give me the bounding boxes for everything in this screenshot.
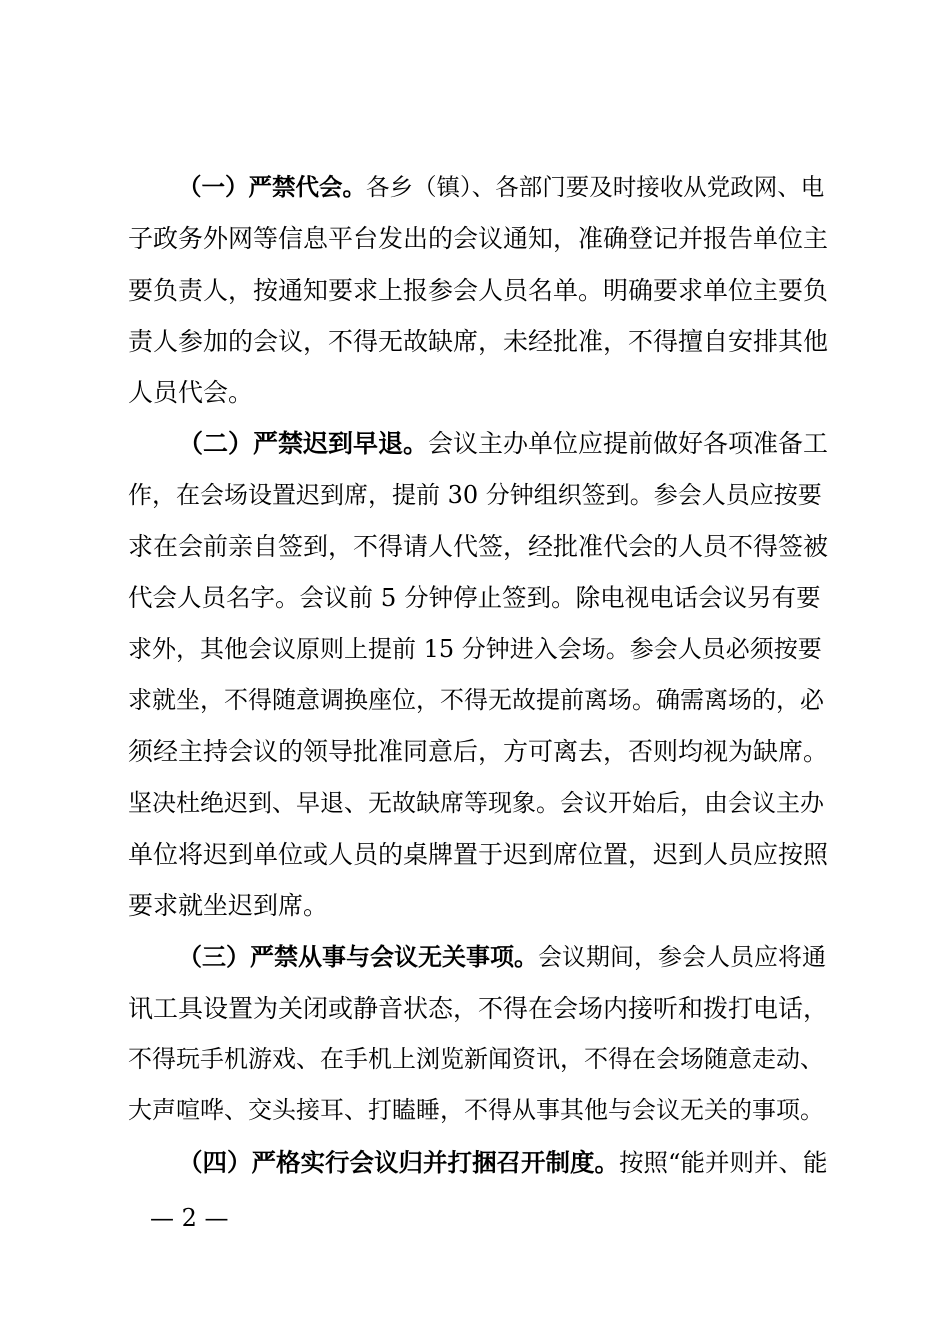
document-body bbox=[128, 162, 830, 1188]
paragraph-heading: （三）严禁从事与会议无关事项。 bbox=[178, 942, 538, 972]
paragraph-2 bbox=[128, 418, 830, 931]
text-run: 会议主办单位应提前做好各项准备工 bbox=[428, 429, 829, 459]
text-line: 讯工具设置为关闭或静音状态，不得在会场内接听和拨打电话， bbox=[128, 993, 829, 1023]
text-line: 求就坐，不得随意调换座位，不得无故提前离场。确需离场的，必 bbox=[128, 685, 824, 714]
text-line bbox=[128, 931, 830, 982]
text-line: 责人参加的会议，不得无故缺席，未经批准，不得擅自安排其他 bbox=[128, 326, 829, 356]
text-line: 不得玩手机游戏、在手机上浏览新闻资讯，不得在会场随意走动、 bbox=[128, 1045, 824, 1074]
text-line bbox=[128, 1137, 830, 1188]
text-line: 子政务外网等信息平台发出的会议通知，准确登记并报告单位主 bbox=[128, 224, 829, 254]
text-line: 代会人员名字。会议前 5 分钟停止签到。除电视电话会议另有要 bbox=[128, 583, 821, 613]
paragraph-heading: （四）严格实行会议归并打捆召开制度。 bbox=[178, 1147, 619, 1177]
paragraph-3 bbox=[128, 931, 830, 1136]
text-line: 要求就坐迟到席。 bbox=[128, 891, 329, 921]
paragraph-heading: （一）严禁代会。 bbox=[178, 173, 366, 201]
text-line: 单位将迟到单位或人员的桌牌置于迟到席位置，迟到人员应按照 bbox=[128, 839, 829, 869]
text-run: 会议期间，参会人员应将通 bbox=[538, 943, 826, 972]
text-line: 求在会前亲自签到，不得请人代签，经批准代会的人员不得签被 bbox=[128, 532, 829, 562]
page-number: — 2 — bbox=[150, 1204, 229, 1232]
paragraph-1 bbox=[128, 162, 830, 418]
text-line: 作，在会场设置迟到席，提前 30 分钟组织签到。参会人员应按要 bbox=[128, 480, 822, 509]
text-line bbox=[128, 418, 830, 469]
text-line: 须经主持会议的领导批准同意后，方可离去，否则均视为缺席。 bbox=[128, 737, 829, 767]
paragraph-heading: （二）严禁迟到早退。 bbox=[178, 429, 429, 459]
text-line bbox=[128, 162, 830, 213]
text-line: 求外，其他会议原则上提前 15 分钟进入会场。参会人员必须按要 bbox=[128, 634, 822, 663]
text-line: 大声喧哗、交头接耳、打瞌睡，不得从事其他与会议无关的事项。 bbox=[128, 1096, 824, 1125]
text-line: 要负责人，按通知要求上报参会人员名单。明确要求单位主要负 bbox=[128, 275, 829, 305]
text-run: 按照“能并则并、能 bbox=[619, 1147, 828, 1177]
text-run: 各乡（镇）、各部门要及时接收从党政网、电 bbox=[366, 173, 825, 201]
text-line: 坚决杜绝迟到、早退、无故缺席等现象。会议开始后，由会议主办 bbox=[128, 788, 824, 817]
text-line: 人员代会。 bbox=[128, 378, 254, 408]
paragraph-4 bbox=[128, 1137, 830, 1188]
